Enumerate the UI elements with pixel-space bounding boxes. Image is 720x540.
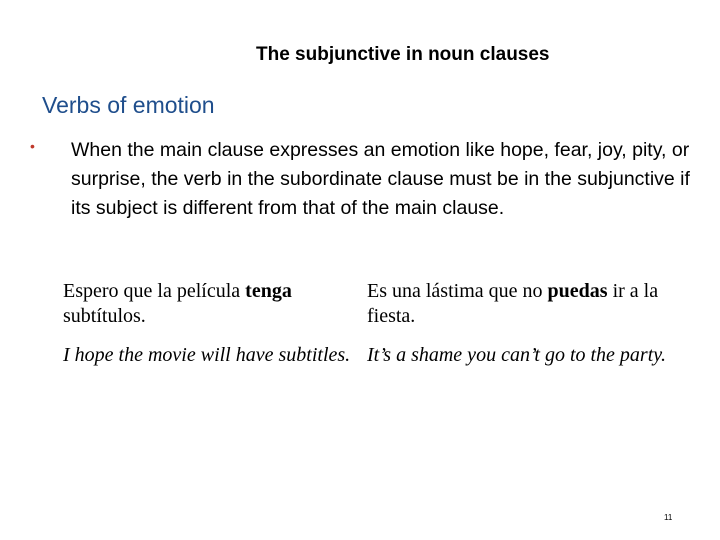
subjunctive-verb: puedas [547, 280, 608, 302]
bullet-text: When the main clause expresses an emotion like hope, fear, joy, pity, or surprise, the verb in the subordinate clause must be in the subjunctive if its subject is different from that of the main clause. [71, 139, 690, 219]
english-translation-1: I hope the movie will have subtitles. [63, 344, 351, 366]
example-text-before: Espero que la película [63, 280, 246, 302]
example-text-before: Es una lástima que no [367, 280, 548, 302]
spanish-example-2 [367, 279, 667, 329]
subjunctive-verb: tenga [245, 280, 292, 302]
slide-title: The subjunctive in noun clauses [256, 44, 550, 65]
spanish-example-1 [63, 279, 363, 329]
bullet-icon: • [30, 138, 35, 154]
example-text-after: subtítulos. [63, 305, 146, 327]
page-number: 11 [664, 513, 673, 522]
section-heading: Verbs of emotion [42, 92, 215, 118]
example-text-after: ir a la fiesta. [367, 280, 659, 327]
english-translation-2: It’s a shame you can’t go to the party. [367, 344, 667, 366]
